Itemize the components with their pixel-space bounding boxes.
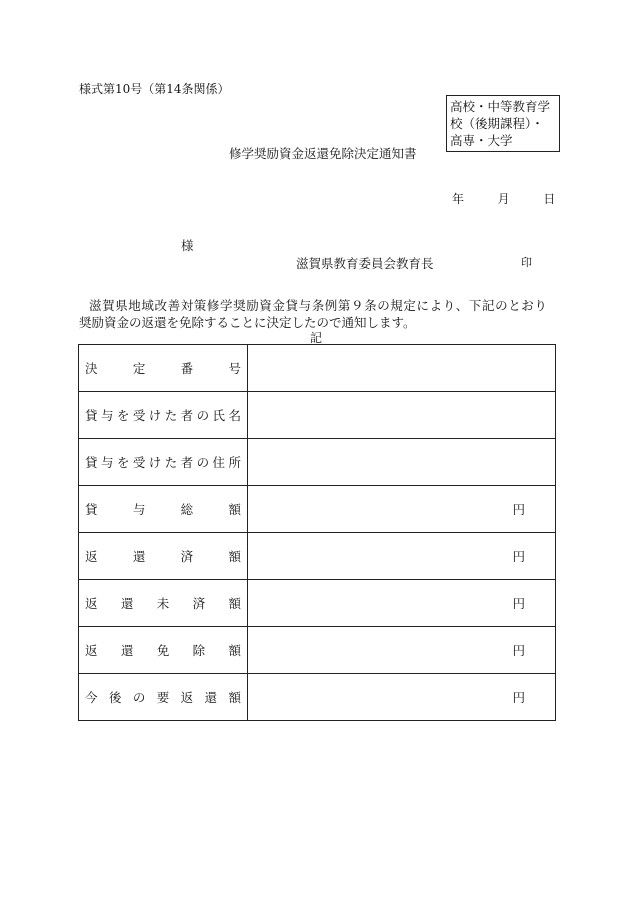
row-label-text: 貸 与 を 受 け た 者 の 氏 名 [85, 408, 241, 423]
addressee-suffix: 様 [181, 238, 194, 253]
row-label [79, 486, 248, 533]
table-row [79, 486, 556, 533]
yen-unit: 円 [512, 502, 525, 517]
table-row [79, 392, 556, 439]
row-value-cell [248, 345, 556, 392]
date-line [452, 190, 555, 207]
row-value-cell [248, 580, 556, 627]
row-label [79, 674, 248, 721]
row-label-text: 決 定 番 号 [85, 361, 241, 376]
row-label [79, 439, 248, 486]
body-line: 滋賀県地域改善対策修学奨励資金貸与条例第９条の規定により、下記のとおり [89, 298, 548, 313]
date-month-label: 月 [497, 192, 510, 206]
row-label [79, 580, 248, 627]
yen-unit: 円 [512, 643, 525, 658]
row-value-cell [248, 533, 556, 580]
row-label [79, 627, 248, 674]
row-value-cell [248, 627, 556, 674]
yen-unit: 円 [512, 549, 525, 564]
row-label [79, 392, 248, 439]
row-label-text: 貸 与 総 額 [85, 502, 241, 517]
table-row [79, 439, 556, 486]
row-label-text: 今 後 の 要 返 還 額 [85, 690, 241, 705]
school-category-line: 高校・中等教育学 [450, 99, 551, 114]
body-line: 奨励資金の返還を免除することに決定したので通知します。 [79, 315, 416, 330]
row-label [79, 345, 248, 392]
table-row [79, 580, 556, 627]
row-label-text: 返 還 未 済 額 [85, 596, 241, 611]
seal-mark: 印 [521, 256, 532, 269]
body-text [79, 297, 557, 331]
row-label-text: 返 還 済 額 [85, 549, 241, 564]
document-title: 修学奨励資金返還免除決定通知書 [229, 146, 417, 161]
yen-unit: 円 [512, 596, 525, 611]
row-label [79, 533, 248, 580]
row-value-cell [248, 439, 556, 486]
record-table [78, 344, 556, 721]
row-label-text: 返 還 免 除 額 [85, 643, 241, 658]
row-value-cell [248, 674, 556, 721]
date-year-label: 年 [452, 192, 465, 206]
row-value-cell [248, 486, 556, 533]
school-category-line: 高専・大学 [450, 133, 513, 148]
date-day-label: 日 [543, 192, 556, 206]
table-row [79, 533, 556, 580]
table-row [79, 345, 556, 392]
table-row [79, 674, 556, 721]
row-label-text: 貸 与 を 受 け た 者 の 住 所 [85, 455, 241, 470]
yen-unit: 円 [512, 690, 525, 705]
form-number: 様式第10号（第14条関係） [79, 82, 230, 96]
ki-heading: 記 [310, 331, 323, 345]
school-category-box [446, 95, 560, 152]
table-row [79, 627, 556, 674]
school-category-line: 校（後期課程）・ [450, 116, 544, 131]
issuer-name: 滋賀県教育委員会教育長 [296, 256, 434, 271]
row-value-cell [248, 392, 556, 439]
